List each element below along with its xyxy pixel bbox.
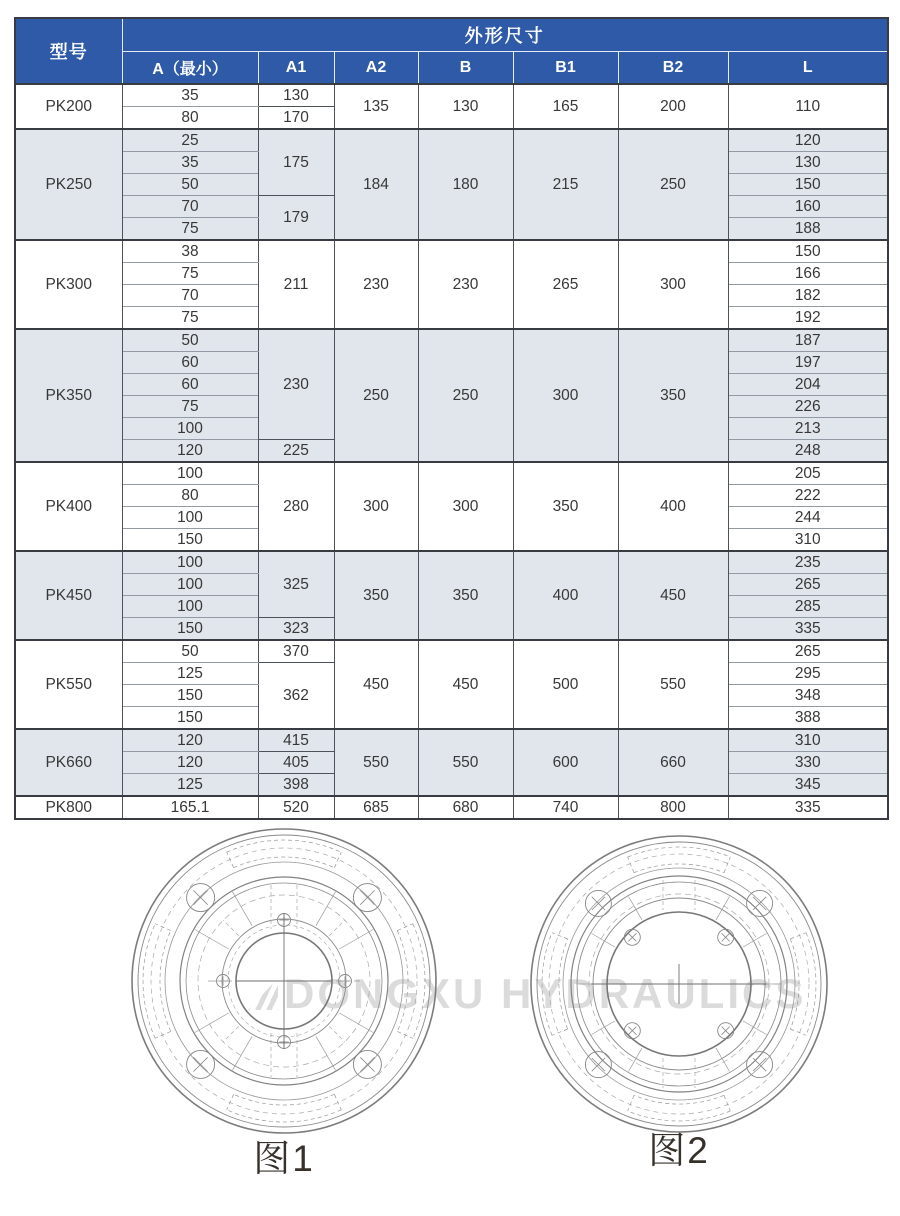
model-cell: PK400 bbox=[15, 462, 122, 551]
a1-value-cell: 211 bbox=[258, 240, 334, 329]
column-header-a2: A2 bbox=[334, 52, 418, 85]
a1-value-cell: 175 bbox=[258, 129, 334, 196]
l-value-cell: 187 bbox=[728, 329, 888, 352]
a-value-cell: 100 bbox=[122, 418, 258, 440]
b-value-cell: 550 bbox=[418, 729, 513, 796]
subheader-row bbox=[15, 52, 888, 85]
a-value-cell: 25 bbox=[122, 129, 258, 152]
dimension-table bbox=[14, 17, 889, 820]
a-value-cell: 75 bbox=[122, 307, 258, 330]
l-value-cell: 345 bbox=[728, 774, 888, 797]
a-value-cell: 50 bbox=[122, 329, 258, 352]
a-value-cell: 100 bbox=[122, 462, 258, 485]
a-value-cell: 50 bbox=[122, 640, 258, 663]
b1-value-cell: 215 bbox=[513, 129, 618, 240]
b1-value-cell: 265 bbox=[513, 240, 618, 329]
l-value-cell: 204 bbox=[728, 374, 888, 396]
l-value-cell: 222 bbox=[728, 485, 888, 507]
b-value-cell: 300 bbox=[418, 462, 513, 551]
column-header-b: B bbox=[418, 52, 513, 85]
model-cell: PK660 bbox=[15, 729, 122, 796]
l-value-cell: 150 bbox=[728, 174, 888, 196]
b-value-cell: 680 bbox=[418, 796, 513, 819]
b1-value-cell: 600 bbox=[513, 729, 618, 796]
table-row bbox=[15, 462, 888, 485]
a2-value-cell: 550 bbox=[334, 729, 418, 796]
a-value-cell: 80 bbox=[122, 485, 258, 507]
l-value-cell: 330 bbox=[728, 752, 888, 774]
b2-value-cell: 550 bbox=[618, 640, 728, 729]
l-value-cell: 130 bbox=[728, 152, 888, 174]
a-value-cell: 165.1 bbox=[122, 796, 258, 819]
table-header bbox=[15, 18, 888, 84]
a1-value-cell: 415 bbox=[258, 729, 334, 752]
a-value-cell: 100 bbox=[122, 596, 258, 618]
b1-value-cell: 350 bbox=[513, 462, 618, 551]
a-value-cell: 150 bbox=[122, 707, 258, 730]
spec-table-body bbox=[15, 84, 888, 819]
l-value-cell: 235 bbox=[728, 551, 888, 574]
l-value-cell: 226 bbox=[728, 396, 888, 418]
a1-value-cell: 280 bbox=[258, 462, 334, 551]
column-header-b1: B1 bbox=[513, 52, 618, 85]
b2-value-cell: 400 bbox=[618, 462, 728, 551]
l-value-cell: 295 bbox=[728, 663, 888, 685]
figure-2-label: 图2 bbox=[648, 1130, 710, 1171]
a1-value-cell: 362 bbox=[258, 663, 334, 730]
l-value-cell: 182 bbox=[728, 285, 888, 307]
table-row bbox=[15, 729, 888, 752]
a-value-cell: 38 bbox=[122, 240, 258, 263]
a2-value-cell: 135 bbox=[334, 84, 418, 129]
a1-value-cell: 398 bbox=[258, 774, 334, 797]
l-value-cell: 244 bbox=[728, 507, 888, 529]
flange-drawing-svg bbox=[129, 826, 439, 1136]
column-header-b2: B2 bbox=[618, 52, 728, 85]
a1-value-cell: 225 bbox=[258, 440, 334, 463]
a-value-cell: 75 bbox=[122, 263, 258, 285]
b2-value-cell: 660 bbox=[618, 729, 728, 796]
b-value-cell: 230 bbox=[418, 240, 513, 329]
a1-value-cell: 130 bbox=[258, 84, 334, 107]
model-cell: PK350 bbox=[15, 329, 122, 462]
b-value-cell: 130 bbox=[418, 84, 513, 129]
a-value-cell: 60 bbox=[122, 374, 258, 396]
a-value-cell: 75 bbox=[122, 218, 258, 241]
l-value-cell: 348 bbox=[728, 685, 888, 707]
a-value-cell: 125 bbox=[122, 774, 258, 797]
a1-value-cell: 325 bbox=[258, 551, 334, 618]
l-value-cell: 205 bbox=[728, 462, 888, 485]
l-value-cell: 192 bbox=[728, 307, 888, 330]
a1-value-cell: 405 bbox=[258, 752, 334, 774]
b2-value-cell: 450 bbox=[618, 551, 728, 640]
b-value-cell: 180 bbox=[418, 129, 513, 240]
a-value-cell: 150 bbox=[122, 618, 258, 641]
b2-value-cell: 350 bbox=[618, 329, 728, 462]
table-title-dims: 外形尺寸 bbox=[122, 18, 888, 52]
figure-1-flange-drawing bbox=[129, 826, 439, 1141]
a2-value-cell: 685 bbox=[334, 796, 418, 819]
b2-value-cell: 300 bbox=[618, 240, 728, 329]
model-cell: PK300 bbox=[15, 240, 122, 329]
a-value-cell: 50 bbox=[122, 174, 258, 196]
l-value-cell: 388 bbox=[728, 707, 888, 730]
a-value-cell: 150 bbox=[122, 685, 258, 707]
a-value-cell: 120 bbox=[122, 440, 258, 463]
a1-value-cell: 323 bbox=[258, 618, 334, 641]
table-row bbox=[15, 129, 888, 152]
l-value-cell: 160 bbox=[728, 196, 888, 218]
a-value-cell: 120 bbox=[122, 729, 258, 752]
model-cell: PK800 bbox=[15, 796, 122, 819]
figures-section bbox=[14, 820, 887, 1216]
l-value-cell: 310 bbox=[728, 529, 888, 552]
b2-value-cell: 250 bbox=[618, 129, 728, 240]
model-cell: PK550 bbox=[15, 640, 122, 729]
a-value-cell: 150 bbox=[122, 529, 258, 552]
table-row bbox=[15, 240, 888, 263]
a-value-cell: 35 bbox=[122, 84, 258, 107]
table-row bbox=[15, 551, 888, 574]
column-header-model: 型号 bbox=[15, 18, 122, 84]
a1-value-cell: 170 bbox=[258, 107, 334, 130]
l-value-cell: 110 bbox=[728, 84, 888, 129]
a1-value-cell: 230 bbox=[258, 329, 334, 440]
l-value-cell: 335 bbox=[728, 618, 888, 641]
a2-value-cell: 350 bbox=[334, 551, 418, 640]
a-value-cell: 70 bbox=[122, 196, 258, 218]
table-row bbox=[15, 796, 888, 819]
l-value-cell: 265 bbox=[728, 574, 888, 596]
a-value-cell: 80 bbox=[122, 107, 258, 130]
a-value-cell: 125 bbox=[122, 663, 258, 685]
b1-value-cell: 300 bbox=[513, 329, 618, 462]
a2-value-cell: 184 bbox=[334, 129, 418, 240]
model-cell: PK200 bbox=[15, 84, 122, 129]
l-value-cell: 197 bbox=[728, 352, 888, 374]
l-value-cell: 310 bbox=[728, 729, 888, 752]
column-header-a1: A1 bbox=[258, 52, 334, 85]
l-value-cell: 120 bbox=[728, 129, 888, 152]
watermark-text: DONGXU HYDRAULICS bbox=[284, 970, 807, 1017]
b1-value-cell: 400 bbox=[513, 551, 618, 640]
column-header-l: L bbox=[728, 52, 888, 85]
b1-value-cell: 740 bbox=[513, 796, 618, 819]
flange-drawing-svg bbox=[529, 834, 829, 1134]
a1-value-cell: 520 bbox=[258, 796, 334, 819]
b1-value-cell: 165 bbox=[513, 84, 618, 129]
l-value-cell: 285 bbox=[728, 596, 888, 618]
b1-value-cell: 500 bbox=[513, 640, 618, 729]
a-value-cell: 35 bbox=[122, 152, 258, 174]
b-value-cell: 350 bbox=[418, 551, 513, 640]
l-value-cell: 188 bbox=[728, 218, 888, 241]
table-row bbox=[15, 329, 888, 352]
figure-2-flange-drawing bbox=[529, 834, 829, 1139]
a-value-cell: 100 bbox=[122, 574, 258, 596]
a-value-cell: 100 bbox=[122, 507, 258, 529]
b-value-cell: 450 bbox=[418, 640, 513, 729]
a2-value-cell: 250 bbox=[334, 329, 418, 462]
a-value-cell: 120 bbox=[122, 752, 258, 774]
l-value-cell: 265 bbox=[728, 640, 888, 663]
table-row bbox=[15, 84, 888, 107]
l-value-cell: 150 bbox=[728, 240, 888, 263]
a-value-cell: 100 bbox=[122, 551, 258, 574]
l-value-cell: 166 bbox=[728, 263, 888, 285]
b2-value-cell: 800 bbox=[618, 796, 728, 819]
column-header-a-min: A（最小） bbox=[122, 52, 258, 85]
l-value-cell: 248 bbox=[728, 440, 888, 463]
table-row bbox=[15, 640, 888, 663]
figure-1-label: 图1 bbox=[253, 1138, 315, 1179]
l-value-cell: 213 bbox=[728, 418, 888, 440]
a1-value-cell: 179 bbox=[258, 196, 334, 241]
l-value-cell: 335 bbox=[728, 796, 888, 819]
a2-value-cell: 450 bbox=[334, 640, 418, 729]
a2-value-cell: 300 bbox=[334, 462, 418, 551]
a-value-cell: 60 bbox=[122, 352, 258, 374]
b2-value-cell: 200 bbox=[618, 84, 728, 129]
a-value-cell: 70 bbox=[122, 285, 258, 307]
model-cell: PK250 bbox=[15, 129, 122, 240]
model-cell: PK450 bbox=[15, 551, 122, 640]
a-value-cell: 75 bbox=[122, 396, 258, 418]
a2-value-cell: 230 bbox=[334, 240, 418, 329]
a1-value-cell: 370 bbox=[258, 640, 334, 663]
b-value-cell: 250 bbox=[418, 329, 513, 462]
